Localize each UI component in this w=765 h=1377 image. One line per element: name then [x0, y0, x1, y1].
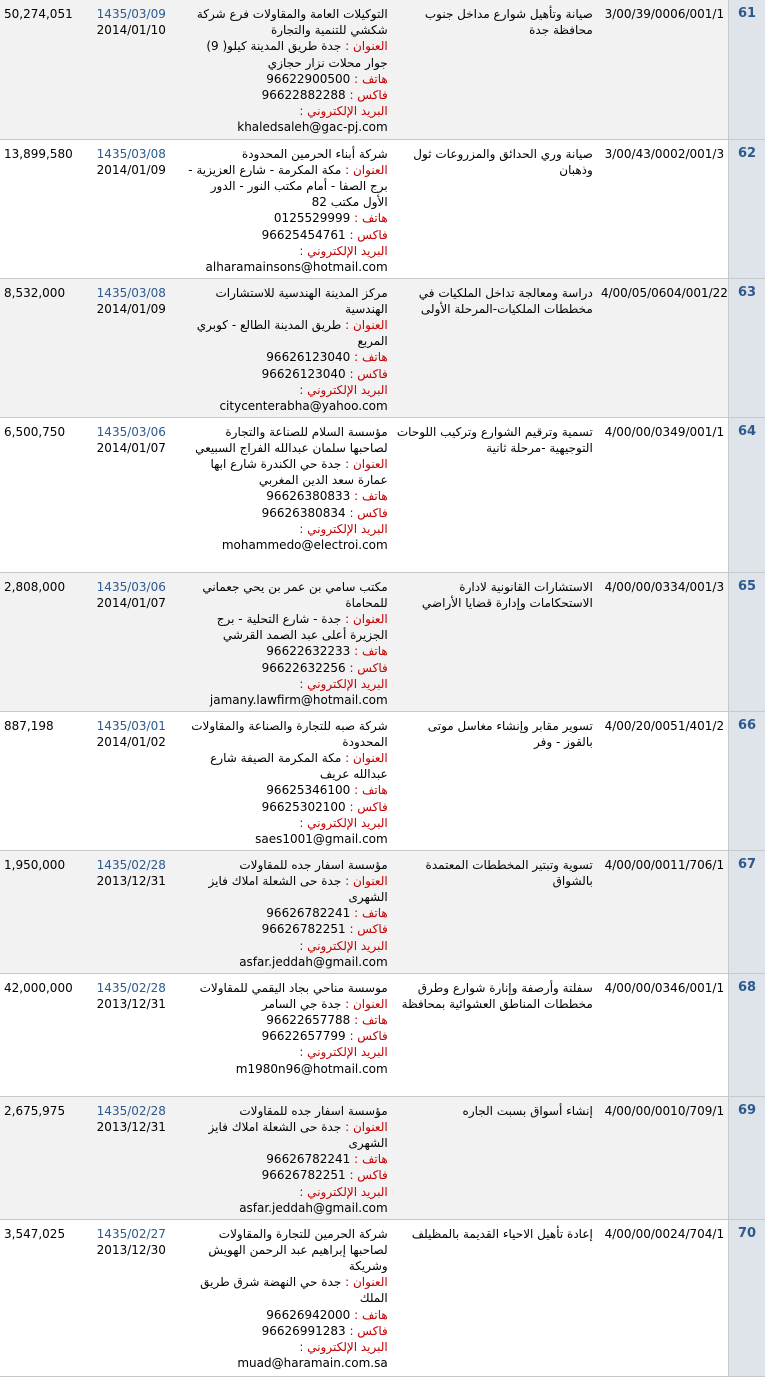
project-name: تسوير مقابر وإنشاء مغاسل موتى بالقوز - وفر	[392, 711, 597, 850]
contract-amount: 2,808,000	[0, 572, 80, 711]
hijri-date-link[interactable]: 1435/02/27	[96, 1226, 166, 1241]
phone-label: هاتف :	[354, 906, 388, 921]
row-number: 69	[729, 1096, 765, 1219]
contract-date-cell	[80, 1096, 183, 1219]
contract-date-cell	[80, 572, 183, 711]
contract-date-cell	[80, 278, 183, 417]
fax-label: فاكس :	[349, 227, 388, 242]
contract-amount: 3,547,025	[0, 1219, 80, 1376]
gregorian-date: 2013/12/30	[96, 1242, 166, 1257]
contract-code: 4/00/20/0051/401/2	[597, 711, 729, 850]
vendor-email: mohammedo@electroi.com	[221, 537, 388, 552]
project-name: إنشاء أسواق بسبت الجاره	[392, 1096, 597, 1219]
row-number: 67	[729, 850, 765, 973]
vendor-address: العنوان : جدة حى الشعلة املاك فايز الشهرى	[208, 873, 388, 904]
contract-code: 3/00/43/0002/001/3	[597, 139, 729, 278]
hijri-date-link[interactable]: 1435/03/08	[96, 285, 166, 300]
contract-code: 4/00/00/0011/706/1	[597, 850, 729, 973]
vendor-phone: هاتف : 96625346100	[266, 783, 388, 798]
vendor-name: مؤسسة السلام للصناعة والتجارة لصاحبها سلمان عبدالله الفراج السبيعي	[195, 424, 388, 455]
fax-label: فاكس :	[349, 799, 388, 814]
gregorian-date: 2013/12/31	[96, 996, 166, 1011]
vendor-name: موسسة مناحي بجاد اليقمي للمقاولات	[199, 980, 388, 995]
phone-label: هاتف :	[354, 211, 388, 226]
fax-label: فاكس :	[349, 1323, 388, 1338]
vendor-cell	[183, 973, 392, 1096]
vendor-email-label-line	[187, 382, 388, 398]
project-name: سفلتة وأرصفة وإنارة شوارع وطرق مخططات المناطق العشوائية بمحافظة	[392, 973, 597, 1096]
vendor-name: شركة الحرمين للتجارة والمقاولات لصاحبها إبراهيم عبد الرحمن الهويش وشريكة	[208, 1226, 388, 1273]
table-row	[0, 973, 765, 1096]
vendor-email: muad@haramain.com.sa	[237, 1356, 388, 1371]
vendor-email-label-line	[187, 1044, 388, 1060]
vendor-fax: فاكس : 96622657799	[261, 1029, 388, 1044]
project-name: صيانة وتأهيل شوارع مداخل جنوب محافظة جدة	[392, 0, 597, 139]
vendor-fax: فاكس : 96626782251	[261, 922, 388, 937]
fax-label: فاكس :	[349, 505, 388, 520]
contract-code: 4/00/00/0334/001/3	[597, 572, 729, 711]
contract-code: 4/00/00/0010/709/1	[597, 1096, 729, 1219]
hijri-date-link[interactable]: 1435/03/08	[96, 146, 166, 161]
hijri-date-link[interactable]: 1435/03/09	[96, 7, 166, 21]
email-label: البريد الإلكتروني :	[299, 815, 388, 830]
row-number: 61	[729, 0, 765, 139]
project-name: دراسة ومعالجة تداخل الملكيات في مخططات الملكيات-المرحلة الأولى	[392, 278, 597, 417]
address-label: العنوان :	[345, 317, 388, 332]
email-label: البريد الإلكتروني :	[299, 1339, 388, 1354]
email-label: البريد الإلكتروني :	[299, 1184, 388, 1199]
phone-label: هاتف :	[354, 783, 388, 798]
address-label: العنوان :	[345, 456, 388, 471]
contract-amount: 887,198	[0, 711, 80, 850]
table-row	[0, 1096, 765, 1219]
contract-amount: 13,899,580	[0, 139, 80, 278]
vendor-phone: هاتف : 96626942000	[266, 1307, 388, 1322]
hijri-date-link[interactable]: 1435/03/01	[96, 718, 166, 733]
row-number: 65	[729, 572, 765, 711]
project-name: الاستشارات القانونية لادارة الاستحكامات وإدارة قضايا الأراضي	[392, 572, 597, 711]
contract-code: 3/00/39/0006/001/1	[597, 0, 729, 139]
phone-label: هاتف :	[354, 644, 388, 659]
vendor-email: khaledsaleh@gac-pj.com	[237, 120, 388, 135]
address-label: العنوان :	[345, 750, 388, 765]
row-number: 63	[729, 278, 765, 417]
project-name: تسوية وتبتير المخططات المعتمدة بالشواق	[392, 850, 597, 973]
contract-date-cell	[80, 139, 183, 278]
fax-label: فاكس :	[349, 88, 388, 103]
contract-code: 4/00/00/0024/704/1	[597, 1219, 729, 1376]
contract-date-cell	[80, 973, 183, 1096]
contract-date-cell	[80, 711, 183, 850]
vendor-cell	[183, 1096, 392, 1219]
vendor-fax: فاكس : 96626782251	[261, 1168, 388, 1183]
vendor-cell	[183, 139, 392, 278]
phone-label: هاتف :	[354, 1307, 388, 1322]
phone-label: هاتف :	[354, 1152, 388, 1167]
table-row	[0, 0, 765, 139]
vendor-fax: فاكس : 96625302100	[261, 799, 388, 814]
gregorian-date: 2014/01/02	[96, 734, 166, 749]
address-label: العنوان :	[345, 162, 388, 177]
vendor-cell	[183, 417, 392, 572]
contract-amount: 1,950,000	[0, 850, 80, 973]
vendor-fax: فاكس : 96625454761	[261, 227, 388, 242]
contract-date-cell	[80, 1219, 183, 1376]
contract-code: 4/00/00/0346/001/1	[597, 973, 729, 1096]
vendor-fax: فاكس : 96622632256	[261, 660, 388, 675]
vendor-email: saes1001@gmail.com	[255, 831, 388, 846]
vendor-address: العنوان : جدة حي النهضة شرق طريق الملك	[200, 1275, 388, 1306]
hijri-date-link[interactable]: 1435/03/06	[96, 579, 166, 594]
table-row	[0, 278, 765, 417]
address-label: العنوان :	[345, 1275, 388, 1290]
vendor-email: asfar.jeddah@gmail.com	[239, 954, 388, 969]
vendor-email: citycenterabha@yahoo.com	[219, 398, 388, 413]
vendor-phone: هاتف : 96626782241	[266, 906, 388, 921]
table-row	[0, 850, 765, 973]
vendor-address: العنوان : جدة جي السامر	[261, 996, 388, 1011]
email-label: البريد الإلكتروني :	[299, 382, 388, 397]
fax-label: فاكس :	[349, 922, 388, 937]
vendor-address: العنوان : جدة - شارع التحلية - برج الجزيرة أعلى عبد الصمد القرشي	[216, 611, 388, 643]
project-name: صيانة وري الحدائق والمزروعات ثول وذهبان	[392, 139, 597, 278]
gregorian-date: 2014/01/10	[96, 23, 166, 38]
row-number: 64	[729, 417, 765, 572]
email-label: البريد الإلكتروني :	[299, 938, 388, 953]
fax-label: فاكس :	[349, 366, 388, 381]
vendor-name: مؤسسة اسفار جده للمقاولات	[239, 857, 388, 872]
phone-label: هاتف :	[354, 350, 388, 365]
vendor-email-label-line	[187, 103, 388, 119]
row-number: 62	[729, 139, 765, 278]
hijri-date-link[interactable]: 1435/02/28	[96, 980, 166, 995]
vendor-name: مؤسسة اسفار جده للمقاولات	[239, 1103, 388, 1118]
vendor-name: التوكيلات العامة والمقاولات فرع شركة شكشي للتنمية والتجارة	[196, 7, 388, 38]
gregorian-date: 2013/12/31	[96, 873, 166, 888]
gregorian-date: 2014/01/07	[96, 595, 166, 610]
vendor-phone: هاتف : 0125529999	[273, 211, 388, 226]
row-number: 66	[729, 711, 765, 850]
address-label: العنوان :	[345, 39, 388, 54]
vendor-phone: هاتف : 96626380833	[266, 489, 388, 504]
vendor-address: العنوان : مكة المكرمة - شارع العزيزية - برج الصفا - أمام مكتب النور - الدور الأول مكتب 82	[188, 162, 388, 210]
vendor-name: مكتب سامي بن عمر بن يحي جعماني للمحاماة	[202, 579, 388, 610]
phone-label: هاتف :	[354, 71, 388, 86]
fax-label: فاكس :	[349, 1029, 388, 1044]
vendor-cell	[183, 1219, 392, 1376]
vendor-email: alharamainsons@hotmail.com	[205, 259, 388, 274]
contract-code: 4/00/00/0349/001/1	[597, 417, 729, 572]
contract-date-cell	[80, 850, 183, 973]
vendor-email-label-line	[187, 521, 388, 537]
email-label: البريد الإلكتروني :	[299, 104, 388, 119]
vendor-email-label-line	[187, 676, 388, 692]
contract-amount: 8,532,000	[0, 278, 80, 417]
vendor-cell	[183, 850, 392, 973]
vendor-cell	[183, 278, 392, 417]
phone-label: هاتف :	[354, 489, 388, 504]
vendor-email-label-line	[187, 815, 388, 831]
address-label: العنوان :	[345, 873, 388, 888]
gregorian-date: 2013/12/31	[96, 1119, 166, 1134]
vendor-address: العنوان : طريق المدينة الطالع - كوبري المربع	[196, 317, 388, 349]
email-label: البريد الإلكتروني :	[299, 521, 388, 536]
vendor-email-label-line	[187, 1339, 388, 1355]
vendor-email-label-line	[187, 1184, 388, 1200]
gregorian-date: 2014/01/09	[96, 162, 166, 177]
vendor-fax: فاكس : 96626380834	[261, 505, 388, 520]
hijri-date-link[interactable]: 1435/02/28	[96, 857, 166, 872]
email-label: البريد الإلكتروني :	[299, 243, 388, 258]
email-label: البريد الإلكتروني :	[299, 1045, 388, 1060]
project-name: إعادة تأهيل الاحياء القديمة بالمظيلف	[392, 1219, 597, 1376]
vendor-phone: هاتف : 96622632233	[266, 644, 388, 659]
contract-amount: 2,675,975	[0, 1096, 80, 1219]
vendor-fax: فاكس : 96622882288	[261, 88, 388, 103]
contract-amount: 50,274,051	[0, 0, 80, 139]
row-number: 68	[729, 973, 765, 1096]
vendor-phone: هاتف : 96622900500	[266, 71, 388, 86]
hijri-date-link[interactable]: 1435/02/28	[96, 1103, 166, 1118]
vendor-address: العنوان : جدة حي الكندرة شارع ابها عمارة سعد الدين المغربي	[210, 456, 388, 488]
vendor-cell	[183, 711, 392, 850]
vendor-name: مركز المدينة الهندسية للاستشارات الهندسية	[215, 285, 388, 316]
vendor-address: العنوان : مكة المكرمة الصيفة شارع عبدالله عريف	[210, 750, 388, 782]
address-label: العنوان :	[345, 996, 388, 1011]
vendor-phone: هاتف : 96626782241	[266, 1152, 388, 1167]
vendor-address: العنوان : جدة حى الشعلة املاك فايز الشهرى	[208, 1119, 388, 1150]
vendor-email: m1980n96@hotmail.com	[235, 1061, 388, 1076]
table-row	[0, 711, 765, 850]
gregorian-date: 2014/01/07	[96, 440, 166, 455]
fax-label: فاكس :	[349, 660, 388, 675]
vendor-email-label-line	[187, 938, 388, 954]
vendor-cell	[183, 0, 392, 139]
vendor-phone: هاتف : 96626123040	[266, 350, 388, 365]
address-label: العنوان :	[345, 611, 388, 626]
vendor-phone: هاتف : 96622657788	[266, 1012, 388, 1027]
row-number: 70	[729, 1219, 765, 1376]
vendor-fax: فاكس : 96626123040	[261, 366, 388, 381]
contract-date-cell	[80, 417, 183, 572]
project-name: تسمية وترقيم الشوارع وتركيب اللوحات التوجيهية -مرحلة ثانية	[392, 417, 597, 572]
vendor-email-label-line	[187, 243, 388, 259]
vendor-email: asfar.jeddah@gmail.com	[239, 1200, 388, 1215]
vendor-fax: فاكس : 96626991283	[261, 1323, 388, 1338]
table-row	[0, 1219, 765, 1376]
vendor-name: شركة صبه للتجارة والصناعة والمقاولات المحدودة	[191, 718, 388, 749]
fax-label: فاكس :	[349, 1168, 388, 1183]
vendor-address: العنوان : جدة طريق المدينة كيلو( 9) جوار محلات نزار حجازي	[206, 39, 388, 70]
contract-code: 4/00/05/0604/001/22	[597, 278, 729, 417]
vendor-cell	[183, 572, 392, 711]
hijri-date-link[interactable]: 1435/03/06	[96, 424, 166, 439]
contract-date-cell	[80, 0, 183, 139]
address-label: العنوان :	[345, 1119, 388, 1134]
gregorian-date: 2014/01/09	[96, 301, 166, 316]
table-row	[0, 139, 765, 278]
vendor-name: شركة أبناء الحرمين المحدودة	[241, 146, 388, 161]
contract-amount: 6,500,750	[0, 417, 80, 572]
table-row	[0, 417, 765, 572]
contract-amount: 42,000,000	[0, 973, 80, 1096]
table-row	[0, 572, 765, 711]
email-label: البريد الإلكتروني :	[299, 676, 388, 691]
phone-label: هاتف :	[354, 1012, 388, 1027]
vendor-email: jamany.lawfirm@hotmail.com	[209, 692, 388, 707]
